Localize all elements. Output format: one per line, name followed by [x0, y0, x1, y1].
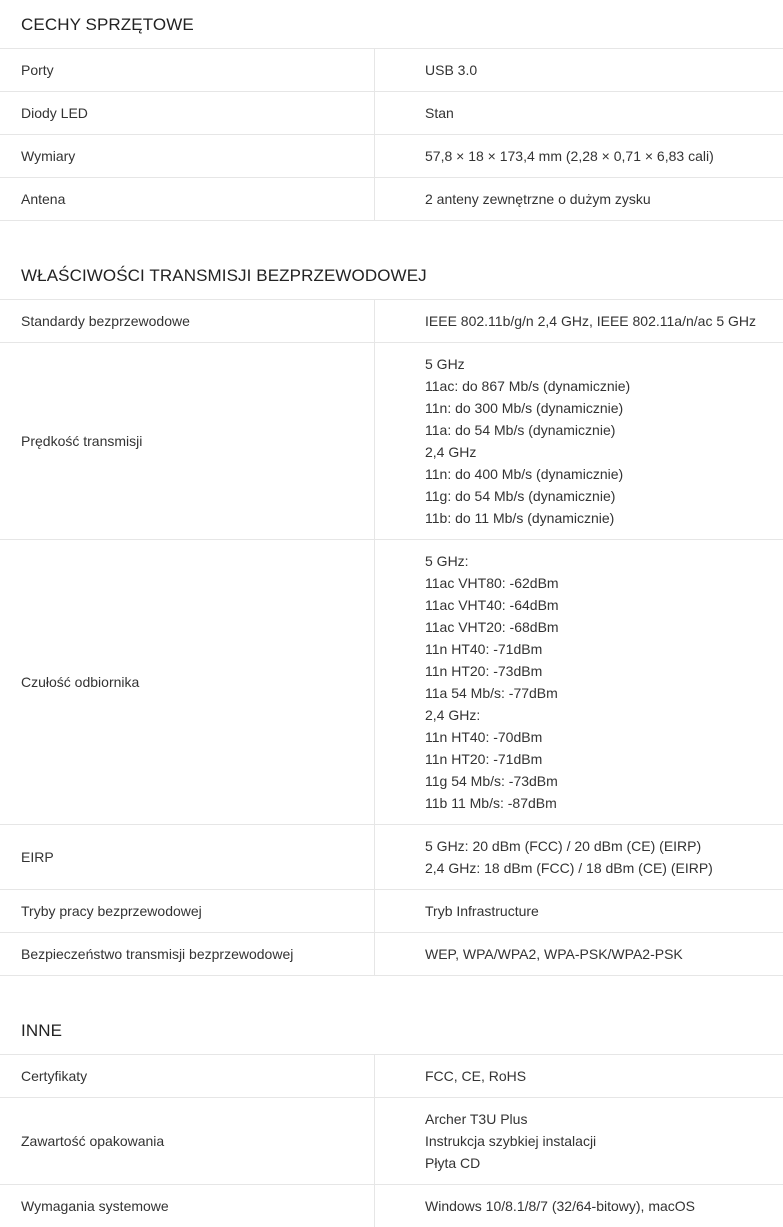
spec-value-line: 11n HT40: -70dBm [425, 729, 543, 745]
spec-label: EIRP [0, 825, 375, 889]
section-title: CECHY SPRZĘTOWE [21, 15, 194, 34]
spec-value-line: WEP, WPA/WPA2, WPA-PSK/WPA2-PSK [425, 946, 683, 962]
spec-value-line: Płyta CD [425, 1155, 481, 1171]
spec-value-line: 5 GHz [425, 356, 465, 372]
spec-value [375, 540, 783, 824]
spec-value-line: 57,8 × 18 × 173,4 mm (2,28 × 0,71 × 6,83 cali) [425, 148, 714, 164]
spec-value-line: USB 3.0 [425, 62, 478, 78]
section-title: WŁAŚCIWOŚCI TRANSMISJI BEZPRZEWODOWEJ [21, 266, 427, 285]
spec-value [375, 1055, 783, 1097]
spec-label: Tryby pracy bezprzewodowej [0, 890, 375, 932]
spec-row [0, 889, 783, 932]
spec-value-line: 11ac: do 867 Mb/s (dynamicznie) [425, 378, 631, 394]
spec-row [0, 1184, 783, 1227]
spec-label: Antena [0, 178, 375, 220]
spec-value-line: 2,4 GHz: [425, 707, 481, 723]
spec-value [375, 890, 783, 932]
spec-value-line: 5 GHz: [425, 553, 469, 569]
spec-value [375, 343, 783, 539]
spec-value [375, 1185, 783, 1227]
spec-row [0, 177, 783, 221]
spec-label: Certyfikaty [0, 1055, 375, 1097]
spec-value-line: 11n HT20: -73dBm [425, 663, 543, 679]
spec-value-line: 2,4 GHz: 18 dBm (FCC) / 18 dBm (CE) (EIRP) [425, 860, 713, 876]
spec-section-hardware [0, 0, 783, 221]
spec-value [375, 933, 783, 975]
spec-value [375, 49, 783, 91]
spec-value [375, 825, 783, 889]
spec-label: Wymagania systemowe [0, 1185, 375, 1227]
spec-value-line: 11b: do 11 Mb/s (dynamicznie) [425, 510, 615, 526]
spec-value-line: Windows 10/8.1/8/7 (32/64-bitowy), macOS [425, 1198, 696, 1214]
spec-value-line: IEEE 802.11b/g/n 2,4 GHz, IEEE 802.11a/n/ac 5 GHz [425, 313, 757, 329]
spec-value-line: 11g: do 54 Mb/s (dynamicznie) [425, 488, 616, 504]
spec-row [0, 824, 783, 889]
spec-section-wireless [0, 221, 783, 976]
spec-value [375, 1098, 783, 1184]
section-title: INNE [21, 1021, 63, 1040]
spec-label: Standardy bezprzewodowe [0, 300, 375, 342]
spec-value [375, 300, 783, 342]
spec-row [0, 932, 783, 976]
spec-value-line: 11n HT20: -71dBm [425, 751, 543, 767]
spec-label: Wymiary [0, 135, 375, 177]
spec-value-line: Archer T3U Plus [425, 1111, 528, 1127]
spec-row [0, 1054, 783, 1097]
spec-value-line: Tryb Infrastructure [425, 903, 539, 919]
spec-value-line: 11ac VHT40: -64dBm [425, 597, 559, 613]
spec-value-line: 11n: do 400 Mb/s (dynamicznie) [425, 466, 624, 482]
spec-section-other [0, 976, 783, 1227]
spec-value-line: 5 GHz: 20 dBm (FCC) / 20 dBm (CE) (EIRP) [425, 838, 702, 854]
spec-value-line: 11n: do 300 Mb/s (dynamicznie) [425, 400, 624, 416]
spec-label: Prędkość transmisji [0, 343, 375, 539]
spec-label: Porty [0, 49, 375, 91]
spec-value [375, 135, 783, 177]
spec-row [0, 342, 783, 539]
spec-label: Bezpieczeństwo transmisji bezprzewodowej [0, 933, 375, 975]
spec-value-line: FCC, CE, RoHS [425, 1068, 527, 1084]
spec-label: Zawartość opakowania [0, 1098, 375, 1184]
spec-value-line: Stan [425, 105, 454, 121]
spec-value-line: 11ac VHT20: -68dBm [425, 619, 559, 635]
spec-row [0, 48, 783, 91]
spec-label: Czułość odbiornika [0, 540, 375, 824]
spec-row [0, 91, 783, 134]
spec-value [375, 178, 783, 220]
spec-row [0, 134, 783, 177]
spec-row [0, 1097, 783, 1184]
spec-value-line: 11b 11 Mb/s: -87dBm [425, 795, 557, 811]
spec-label: Diody LED [0, 92, 375, 134]
spec-value-line: 2,4 GHz [425, 444, 477, 460]
spec-value-line: 11ac VHT80: -62dBm [425, 575, 559, 591]
spec-value-line: 11a 54 Mb/s: -77dBm [425, 685, 558, 701]
spec-value-line: 11n HT40: -71dBm [425, 641, 543, 657]
spec-row [0, 539, 783, 824]
spec-value-line: 2 anteny zewnętrzne o dużym zysku [425, 191, 651, 207]
spec-value-line: 11g 54 Mb/s: -73dBm [425, 773, 558, 789]
spec-value-line: Instrukcja szybkiej instalacji [425, 1133, 597, 1149]
spec-row [0, 299, 783, 342]
spec-value [375, 92, 783, 134]
spec-value-line: 11a: do 54 Mb/s (dynamicznie) [425, 422, 616, 438]
